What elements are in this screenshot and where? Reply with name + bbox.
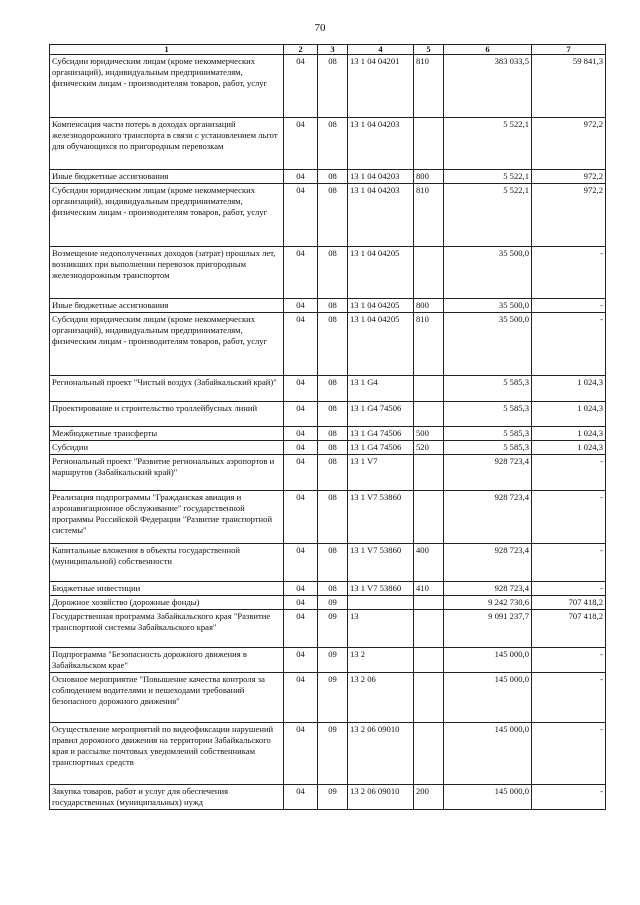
subsection-code: 08 [318,55,348,118]
amount-second: 972,2 [532,184,606,247]
expense-type-code: 400 [414,544,444,582]
budget-item-name: Субсидии юридическим лицам (кроме некоммерческих организаций), индивидуальным предпринимателям, физическим лицам - производителям товаров, работ, услуг [50,55,284,118]
table-row [50,427,606,441]
section-code: 04 [284,723,318,785]
subsection-code: 09 [318,610,348,648]
amount-first: 5 522,1 [444,184,532,247]
target-article-code: 13 1 04 04205 [348,299,414,313]
budget-item-name: Реализация подпрограммы "Гражданская авиация и аэронавигационное обслуживание" государственной программы Российской Федерации "Развитие транспортной системы" [50,491,284,544]
header-cell: 5 [414,45,444,55]
expense-type-code [414,455,444,491]
amount-first: 5 585,3 [444,427,532,441]
budget-item-name: Региональный проект "Развитие региональных аэропортов и маршрутов (Забайкальский край)" [50,455,284,491]
section-code: 04 [284,491,318,544]
amount-second: 1 024,3 [532,376,606,402]
expense-type-code: 800 [414,299,444,313]
section-code: 04 [284,648,318,673]
amount-first: 5 585,3 [444,441,532,455]
table-row [50,170,606,184]
table-row [50,648,606,673]
subsection-code: 08 [318,582,348,596]
budget-item-name: Субсидии юридическим лицам (кроме некоммерческих организаций), индивидуальным предпринимателям, физическим лицам - производителям товаров, работ, услуг [50,184,284,247]
subsection-code: 09 [318,673,348,723]
amount-second: - [532,582,606,596]
subsection-code: 08 [318,247,348,299]
amount-first: 5 585,3 [444,376,532,402]
subsection-code: 08 [318,427,348,441]
subsection-code: 08 [318,441,348,455]
expense-type-code [414,247,444,299]
amount-first: 145 000,0 [444,723,532,785]
target-article-code: 13 1 G4 74506 [348,427,414,441]
target-article-code: 13 1 04 04201 [348,55,414,118]
table-row [50,610,606,648]
amount-first: 928 723,4 [444,544,532,582]
expense-type-code [414,610,444,648]
table-row [50,723,606,785]
header-cell: 3 [318,45,348,55]
target-article-code [348,596,414,610]
section-code: 04 [284,55,318,118]
section-code: 04 [284,596,318,610]
table-row [50,673,606,723]
table-row [50,402,606,427]
header-cell: 2 [284,45,318,55]
amount-first: 35 500,0 [444,299,532,313]
subsection-code: 09 [318,596,348,610]
expense-type-code: 810 [414,313,444,376]
subsection-code: 08 [318,299,348,313]
amount-second: 1 024,3 [532,441,606,455]
section-code: 04 [284,582,318,596]
expense-type-code [414,648,444,673]
section-code: 04 [284,673,318,723]
target-article-code: 13 2 06 [348,673,414,723]
subsection-code: 08 [318,455,348,491]
budget-item-name: Капитальные вложения в объекты государственной (муниципальной) собственности [50,544,284,582]
expense-type-code: 200 [414,785,444,810]
budget-item-name: Основное мероприятие "Повышение качества контроля за соблюдением водителями и пешеходами требований безопасного дорожного движения" [50,673,284,723]
target-article-code: 13 1 V7 53860 [348,544,414,582]
table-row [50,376,606,402]
target-article-code: 13 1 04 04205 [348,313,414,376]
amount-second: 707 418,2 [532,596,606,610]
table-row [50,55,606,118]
budget-item-name: Осуществление мероприятий по видеофиксации нарушений правил дорожного движения на территории Забайкальского края и рассылке почтовых уведомлений собственникам транспортных средств [50,723,284,785]
section-code: 04 [284,427,318,441]
section-code: 04 [284,441,318,455]
target-article-code: 13 2 [348,648,414,673]
expense-type-code [414,723,444,785]
table-row [50,299,606,313]
section-code: 04 [284,785,318,810]
section-code: 04 [284,170,318,184]
subsection-code: 09 [318,785,348,810]
budget-item-name: Проектирование и строительство троллейбусных линий [50,402,284,427]
section-code: 04 [284,610,318,648]
amount-second: - [532,785,606,810]
subsection-code: 08 [318,184,348,247]
target-article-code: 13 [348,610,414,648]
amount-first: 9 242 730,6 [444,596,532,610]
target-article-code: 13 1 V7 53860 [348,582,414,596]
expense-type-code [414,376,444,402]
amount-second: - [532,673,606,723]
amount-first: 383 033,5 [444,55,532,118]
amount-second: - [532,313,606,376]
amount-second: - [532,247,606,299]
budget-item-name: Субсидии юридическим лицам (кроме некоммерческих организаций), индивидуальным предпринимателям, физическим лицам - производителям товаров, работ, услуг [50,313,284,376]
budget-item-name: Региональный проект "Чистый воздух (Забайкальский край)" [50,376,284,402]
budget-item-name: Дорожное хозяйство (дорожные фонды) [50,596,284,610]
expense-type-code [414,402,444,427]
expense-type-code [414,491,444,544]
table-row [50,313,606,376]
table-row [50,247,606,299]
amount-second: - [532,299,606,313]
amount-second: 707 418,2 [532,610,606,648]
table-row [50,118,606,170]
subsection-code: 09 [318,723,348,785]
subsection-code: 08 [318,491,348,544]
header-row [50,45,606,55]
budget-item-name: Закупка товаров, работ и услуг для обеспечения государственных (муниципальных) нужд [50,785,284,810]
expense-type-code [414,673,444,723]
target-article-code: 13 1 04 04203 [348,170,414,184]
amount-second: - [532,723,606,785]
budget-item-name: Государственная программа Забайкальского края "Развитие транспортной системы Забайкальского края" [50,610,284,648]
amount-first: 145 000,0 [444,648,532,673]
target-article-code: 13 1 G4 74506 [348,441,414,455]
amount-first: 5 522,1 [444,170,532,184]
amount-second: - [532,544,606,582]
section-code: 04 [284,544,318,582]
table-row [50,785,606,810]
budget-item-name: Иные бюджетные ассигнования [50,299,284,313]
subsection-code: 08 [318,402,348,427]
expense-type-code [414,596,444,610]
amount-second: 972,2 [532,170,606,184]
amount-first: 928 723,4 [444,582,532,596]
section-code: 04 [284,313,318,376]
target-article-code: 13 1 04 04205 [348,247,414,299]
section-code: 04 [284,376,318,402]
amount-second: - [532,455,606,491]
amount-second: 1 024,3 [532,402,606,427]
section-code: 04 [284,402,318,427]
subsection-code: 08 [318,376,348,402]
budget-item-name: Субсидии [50,441,284,455]
budget-item-name: Межбюджетные трансферты [50,427,284,441]
expense-type-code: 810 [414,55,444,118]
table-row [50,596,606,610]
table-row [50,184,606,247]
target-article-code: 13 1 04 04203 [348,118,414,170]
budget-item-name: Иные бюджетные ассигнования [50,170,284,184]
amount-first: 9 091 237,7 [444,610,532,648]
amount-second: - [532,491,606,544]
budget-item-name: Подпрограмма "Безопасность дорожного движения в Забайкальском крае" [50,648,284,673]
target-article-code: 13 2 06 09010 [348,723,414,785]
table-row [50,491,606,544]
subsection-code: 08 [318,170,348,184]
subsection-code: 08 [318,118,348,170]
amount-first: 928 723,4 [444,491,532,544]
amount-first: 35 500,0 [444,247,532,299]
budget-item-name: Бюджетные инвестиции [50,582,284,596]
amount-first: 145 000,0 [444,785,532,810]
target-article-code: 13 2 06 09010 [348,785,414,810]
expense-type-code: 500 [414,427,444,441]
expense-type-code: 520 [414,441,444,455]
header-cell: 6 [444,45,532,55]
header-cell: 4 [348,45,414,55]
section-code: 04 [284,184,318,247]
section-code: 04 [284,247,318,299]
expense-type-code: 810 [414,184,444,247]
page-number: 70 [314,22,326,34]
amount-first: 5 585,3 [444,402,532,427]
budget-item-name: Возмещение недополученных доходов (затрат) прошлых лет, возникших при выполнении перевозок пригородным железнодорожным транспортом [50,247,284,299]
table-row [50,455,606,491]
subsection-code: 08 [318,544,348,582]
table-row [50,544,606,582]
budget-table [49,44,606,810]
amount-first: 5 522,1 [444,118,532,170]
header-cell: 1 [50,45,284,55]
expense-type-code [414,118,444,170]
section-code: 04 [284,299,318,313]
section-code: 04 [284,455,318,491]
header-cell: 7 [532,45,606,55]
expense-type-code: 410 [414,582,444,596]
target-article-code: 13 1 G4 [348,376,414,402]
target-article-code: 13 1 04 04203 [348,184,414,247]
section-code: 04 [284,118,318,170]
subsection-code: 08 [318,313,348,376]
target-article-code: 13 1 V7 [348,455,414,491]
target-article-code: 13 1 G4 74506 [348,402,414,427]
amount-second: - [532,648,606,673]
amount-second: 1 024,3 [532,427,606,441]
expense-type-code: 800 [414,170,444,184]
amount-second: 59 841,3 [532,55,606,118]
table-row [50,441,606,455]
amount-second: 972,2 [532,118,606,170]
amount-first: 928 723,4 [444,455,532,491]
subsection-code: 09 [318,648,348,673]
table-row [50,582,606,596]
budget-item-name: Компенсация части потерь в доходах организаций железнодорожного транспорта в связи с установлением льгот для обучающихся по пригородным перевозкам [50,118,284,170]
target-article-code: 13 1 V7 53860 [348,491,414,544]
amount-first: 145 000,0 [444,673,532,723]
amount-first: 35 500,0 [444,313,532,376]
